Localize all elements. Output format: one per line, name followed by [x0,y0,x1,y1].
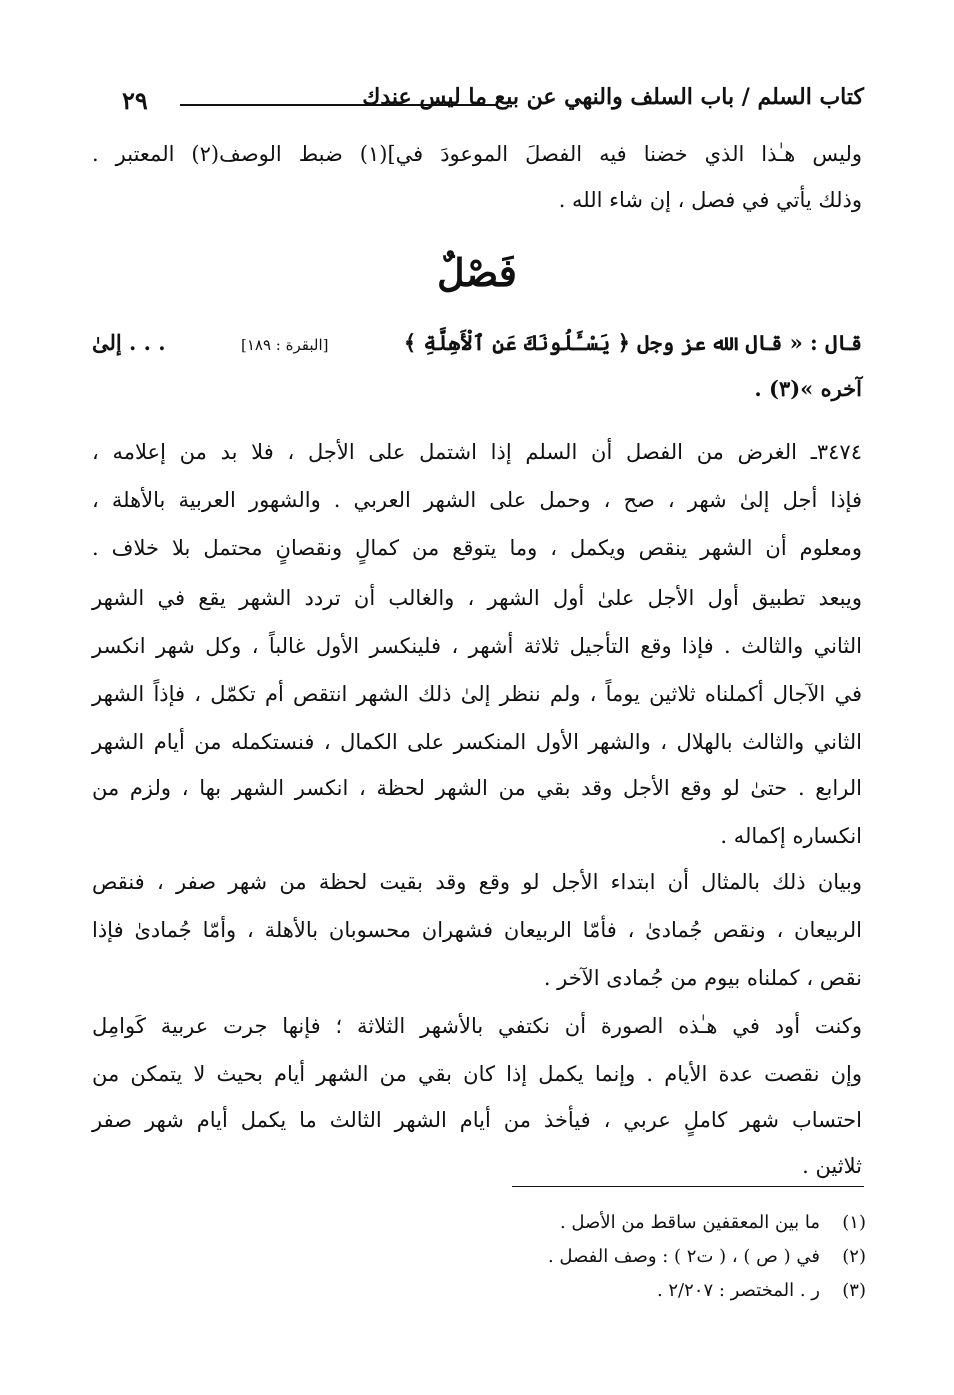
footnote-number: (٣) [842,1280,866,1301]
intro-line-1: وليس هـٰذا الذي خضنا فيه الفصلَ الموعودَ في](١) ضبط الوصف(٢) المعتبر . [92,142,862,166]
para2-line-2: الثاني والثالث . فإذا وقع التأجيل ثلاثة أشهر ، فلينكسر الأول غالباً ، وكل شهر انكسر [92,634,862,658]
para2-line-6: انكساره إكماله . [720,824,862,848]
para4-line-3: احتساب شهر كاملٍ عربي ، فيأخذ من أيام الشهر الثالث ما يكمل أيام شهر صفر [92,1108,862,1132]
intro-line-2: وذلك يأتي في فصل ، إن شاء الله . [558,188,862,212]
quote-line-1 [92,330,862,355]
para2-line-3: في الآجال أكملناه ثلاثين يوماً ، ولم ننظر إلىٰ ذلك الشهر انتقص أم تكمّل ، فإذاً الشهر [92,682,862,706]
para2-line-1: ويبعد تطبيق أول الأجل علىٰ أول الشهر ، والغالب أن تردد الشهر يقع في الشهر [92,586,862,610]
para4-line-4: ثلاثين . [802,1154,862,1178]
quran-reference: [البقرة : ١٨٩] [241,336,329,354]
quote-tail: . . . إلىٰ [92,330,166,355]
para1-line-2: فإذا أجل إلىٰ شهر ، صح ، وحمل على الشهر العربي . والشهور العربية بالأهلة ، [92,488,862,512]
para4-line-2: وإن نقصت عدة الأيام . وإنما يكمل إذا كان بقي من الشهر أيام بحيث لا يتمكن من [92,1062,862,1086]
quote-main: قال : « قال الله عز وجل ﴿ يَسْـَٔلُونَكَ عَنِ ٱلْأَهِلَّةِ ﴾ [403,330,862,355]
para2-line-5: الرابع . حتىٰ لو وقع الأجل وقد بقي من الشهر لحظة ، انكسر الشهر بها ، ولزم من [92,776,862,800]
footnote-1 [560,1212,866,1233]
footnote-2 [548,1246,866,1267]
para1-line-3: ومعلوم أن الشهر ينقص ويكمل ، وما يتوقع من كمالٍ ونقصانٍ محتمل بلا خلاف . [92,536,862,560]
para3-line-1: وبيان ذلك بالمثال أن ابتداء الأجل لو وقع وقد بقيت لحظة من شهر صفر ، فنقص [92,870,862,894]
footnote-number: (١) [842,1212,866,1233]
para3-line-3: نقص ، كملناه بيوم من جُمادى الآخر . [543,966,862,990]
para4-line-1: وكنت أود في هـٰذه الصورة أن نكتفي بالأشهر الثلاثة ؛ فإنها جرت عربية كَوامِل [92,1014,862,1038]
running-header [112,82,864,120]
running-title: كتاب السلم / باب السلف والنهي عن بيع ما ليس عندك [362,84,864,110]
footnote-text: ر . المختصر : ٢/٢٠٧ . [656,1280,820,1301]
section-heading: فَصْلٌ [437,250,517,295]
footnote-number: (٢) [842,1246,866,1267]
para1-line-1: ٣٤٧٤ـ الغرض من الفصل أن السلم إذا اشتمل على الأجل ، فلا بد من إعلامه ، [92,440,862,464]
footnote-3 [657,1280,866,1301]
footnote-text: في ( ص ) ، ( ت٢ ) : وصف الفصل . [547,1246,820,1267]
footnote-text: ما بين المعقفين ساقط من الأصل . [559,1212,820,1233]
footnote-rule [512,1186,864,1187]
page-number: ٢٩ [122,86,148,115]
para2-line-4: الثاني والثالث بالهلال ، والشهر الأول المنكسر على الكمال ، فنستكمله من أيام الشهر [92,730,862,754]
para3-line-2: الربيعان ، ونقص جُمادىٰ ، فأمّا الربيعان فشهران محسوبان بالأهلة ، وأمّا جُمادىٰ فإذا [92,918,862,942]
quote-line-2: آخره »(٣) . [754,376,862,401]
